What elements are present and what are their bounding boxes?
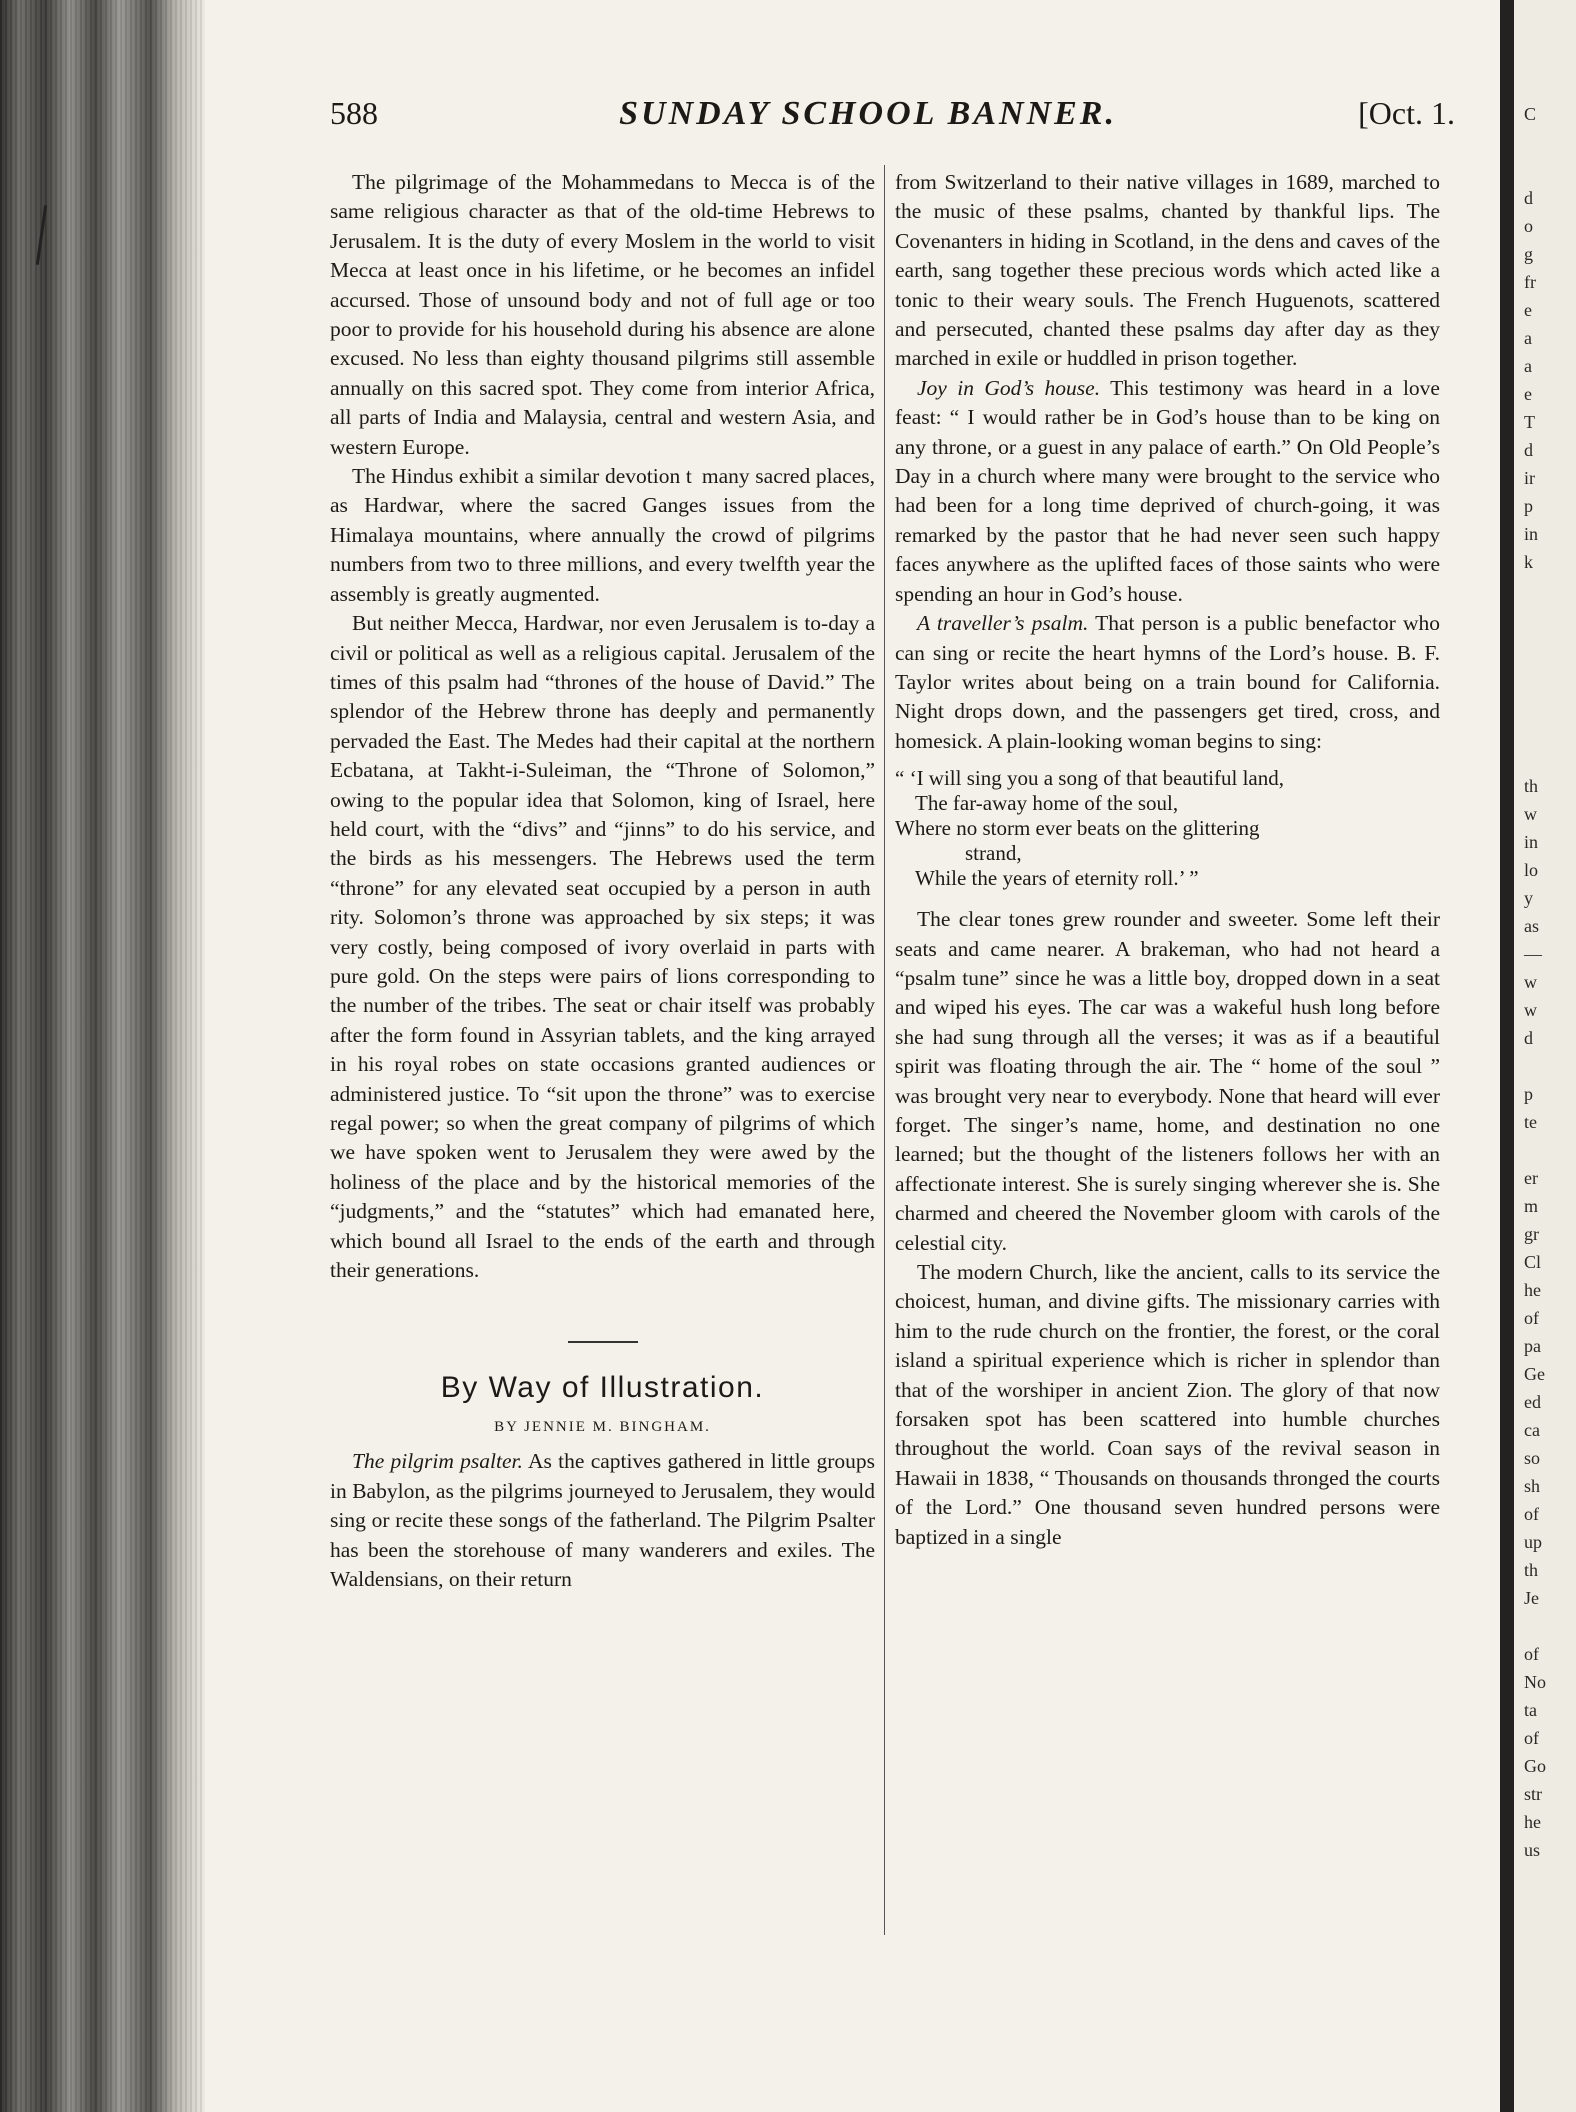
poem-line: While the years of eternity roll.’ ” [915,866,1199,891]
next-page-line: a [1524,356,1532,376]
column-divider [884,165,885,1935]
next-page-line [1514,1136,1576,1164]
byline: BY JENNIE M. BINGHAM. [494,1419,711,1436]
right-column [895,168,1440,1552]
next-page-lines [1514,0,1576,1864]
paragraph-body: As the captives gathered in little groups in Babylon, as the pilgrims journeyed to Jerusalem, they would sing or recite these songs of the fatherland. The Pilgrim Psalter has been the storehouse of many wanderers and exiles. The Waldensians, on their return [330,1449,876,1592]
next-page-line: ta [1524,1700,1537,1720]
poem-line: The far-away home of the soul, [915,791,1179,816]
next-page-line: us [1524,1840,1541,1860]
paragraph: But neither Mecca, Hardwar, nor even Jerusalem is to-day a civil or political as well as a religious capital. Jerusalem of the times of this psalm had “thrones of the house of David.” The splendor of the Hebrew throne has deeply and permanently pervaded the East. The Medes had their capital at the northern Ecbatana, at Takht-i-Suleiman, the “Throne of Solomon,” owing to the popular idea that Solomon, king of Israel, here held court, with the “divs” and “jinns” to do his service, and the birds as his messengers. The Hebrews used the term “throne” for any elevated seat occupied by a person in auth rity. Solomon’s throne was approached by six steps; it was very costly, being composed of ivory overlaid in parts with pure gold. On the steps were pairs of lions corresponding to the number of the tribes. The seat or chair itself was probably after the form found in Assyrian tablets, and the king arrayed in his royal robes on state occasions granted audiences or administered justice. To “sit upon the throne” was to exercise regal power; so when the great company of pilgrims of which we have spoken went to Jerusalem they were awed by the holiness of the place and by the historical memories of the “judgments,” and the “statutes” which had emanated here, which bound all Israel to the ends of the earth and through their generations. [330,611,875,1283]
paragraph: from Switzerland to their native villages in 1689, marched to the music of these psalms, chanted by thankful lips. The Covenanters in hiding in Scotland, in the dens and caves of the earth, sang together these precious words which acted like a tonic to their weary souls. The French Huguenots, scattered and persecuted, chanted these psalms day after day as they marched in exile or huddled in prison together. [895,170,1440,371]
poem-quote [895,766,1440,891]
next-page-line: of [1524,1504,1539,1524]
next-page-line: a [1524,328,1532,348]
poem-line: Where no storm ever beats on the glittering [895,816,1260,841]
next-page-line: up [1524,1532,1542,1552]
next-page-line: of [1524,1728,1539,1748]
next-page-line: y [1524,888,1533,908]
next-page-line: er [1524,1168,1538,1188]
next-page-line: d [1524,440,1533,460]
next-page-line: in [1524,832,1539,852]
next-page-line: gr [1524,1224,1539,1244]
paragraph: The clear tones grew rounder and sweeter. Some left their seats and came nearer. A brakeman, who had not heard a “psalm tune” since he was a little boy, dropped down in a seat and wiped his eyes. The car was a wakeful hush long before she had sung through all the verses; it was as if a beautiful spirit was floating through the air. The “ home of the soul ” was brought very near to everybody. None that heard will ever forget. The singer’s name, home, and destination no one learned; but the thought of the listeners follows her with an affectionate interest. She is surely singing wherever she is. She charmed and cheered the November gloom with carols of the celestial city. [895,907,1440,1255]
next-page-line [1514,1052,1576,1080]
poem-line: strand, [965,841,1022,866]
next-page-line: T [1524,412,1535,432]
next-page-line [1514,688,1576,716]
next-page-line: pa [1524,1336,1541,1356]
next-page-line [1514,1612,1576,1640]
paragraph: The pilgrimage of the Mohammedans to Mecca is of the same religious character as that of the old-time Hebrews to Jerusalem. It is the duty of every Moslem in the world to visit Mecca at least once in his lifetime, or he becomes an infidel accursed. Those of unsound body and not of full age or too poor to provide for his household during his absence are alone excused. No less than eighty thousand pilgrims still assemble annually on this sacred spot. They come from interior Africa, all parts of India and Malaysia, central and western Asia, and western Europe. [330,170,875,459]
next-page-line: e [1524,300,1532,320]
publication-title: SUNDAY SCHOOL BANNER. [619,95,1117,132]
next-page-line: as [1524,916,1539,936]
next-page-line: p [1524,1084,1533,1104]
next-page-line: p [1524,496,1533,516]
next-page-line: ca [1524,1420,1540,1440]
next-page-line: he [1524,1280,1541,1300]
next-page-line: No [1524,1672,1546,1692]
next-page-line [1514,660,1576,688]
next-page-line: Go [1524,1756,1546,1776]
next-page-line: e [1524,384,1532,404]
paragraph [895,374,1440,609]
next-page-line: Je [1524,1588,1539,1608]
next-page-line: th [1524,776,1539,796]
poem-line: “ ‘I will sing you a song of that beautiful land, [895,766,1285,791]
next-page-line: lo [1524,860,1539,880]
next-page-line: th [1524,1560,1539,1580]
next-page-line: k [1524,552,1533,572]
running-header [330,95,1455,145]
next-page-line: he [1524,1812,1541,1832]
page-number: 588 [330,95,378,131]
book-spine-edge [0,0,205,2112]
next-page-line: Cl [1524,1252,1542,1272]
paragraph: The Hindus exhibit a similar devotion t many sacred places, as Hardwar, where the sacred Ganges issues from the Himalaya mountains, where annually the crowd of pilgrims numbers from two to three millions, and every twelfth year the assembly is greatly augmented. [330,464,875,606]
next-page-line [1514,744,1576,772]
next-page-line [1514,156,1576,184]
issue-date: [Oct. 1. [1358,95,1455,131]
next-page-line: Ge [1524,1364,1545,1384]
next-page-line: ed [1524,1392,1541,1412]
next-page-line: str [1524,1784,1542,1804]
next-page-line: of [1524,1308,1539,1328]
next-page-line [1514,632,1576,660]
next-page-line [1514,716,1576,744]
next-page-line: w [1524,972,1537,992]
next-page-line: d [1524,188,1533,208]
paragraph [895,609,1440,756]
paragraph-lead: The pilgrim psalter. [352,1449,523,1474]
next-page-line: d [1524,1028,1533,1048]
next-page-line: sh [1524,1476,1541,1496]
paragraph [330,1447,875,1594]
next-page-line [1514,604,1576,632]
next-page-line: of [1524,1644,1539,1664]
next-page-line: m [1524,1196,1539,1216]
paragraph-body: That person is a public benefactor who can sing or recite the heart hymns of the Lord’s house. B. F. Taylor writes about being on a train bound for California. Night drops down, and the passengers get tired, cross, and homesick. A plain-looking woman begins to sing: [895,611,1440,753]
next-page-line: — [1524,944,1542,964]
left-column [330,168,875,1594]
paragraph-lead: A traveller’s psalm. [917,611,1089,636]
next-page-line: te [1524,1112,1537,1132]
next-page-line: fr [1524,272,1536,292]
next-page-line: w [1524,804,1537,824]
next-page-line: w [1524,1000,1537,1020]
next-page-line: o [1524,216,1533,236]
page [205,0,1500,2112]
paragraph: The modern Church, like the ancient, calls to its service the choicest, human, and divine gifts. The missionary carries with him to the rude church on the frontier, the forest, or the coral island a spiritual experience which is richer in splendor than that of the worshiper in ancient Zion. The glory of that now forsaken spot has been scattered into humble churches throughout the world. Coan says of the revival season in Hawaii in 1838, “ Thousands on thousands thronged the courts of the Lord.” One thousand seven hundred persons were baptized in a single [895,1260,1440,1549]
next-page-line: C [1524,104,1537,124]
next-page-line: g [1524,244,1533,264]
section-title: By Way of Illustration. [440,1371,765,1405]
next-page-line [1514,576,1576,604]
paragraph-lead: Joy in God’s house. [917,375,1101,400]
section-separator [568,1341,638,1343]
next-page-line [1514,128,1576,156]
next-page-line: in [1524,524,1539,544]
next-page-fragment [1500,0,1576,2112]
paragraph-body: This testimony was heard in a love feast: “ I would rather be in God’s house than to be king on any throne, or a guest in any palace of earth.” On Old People’s Day in a church where many were brought to the service who had been for a long time deprived of church-going, it was remarked by the pastor that he had never seen such happy faces anywhere as the uplifted faces of those saints who were spending an hour in God’s house. [895,375,1440,606]
next-page-line: ir [1524,468,1535,488]
next-page-line: so [1524,1448,1541,1468]
